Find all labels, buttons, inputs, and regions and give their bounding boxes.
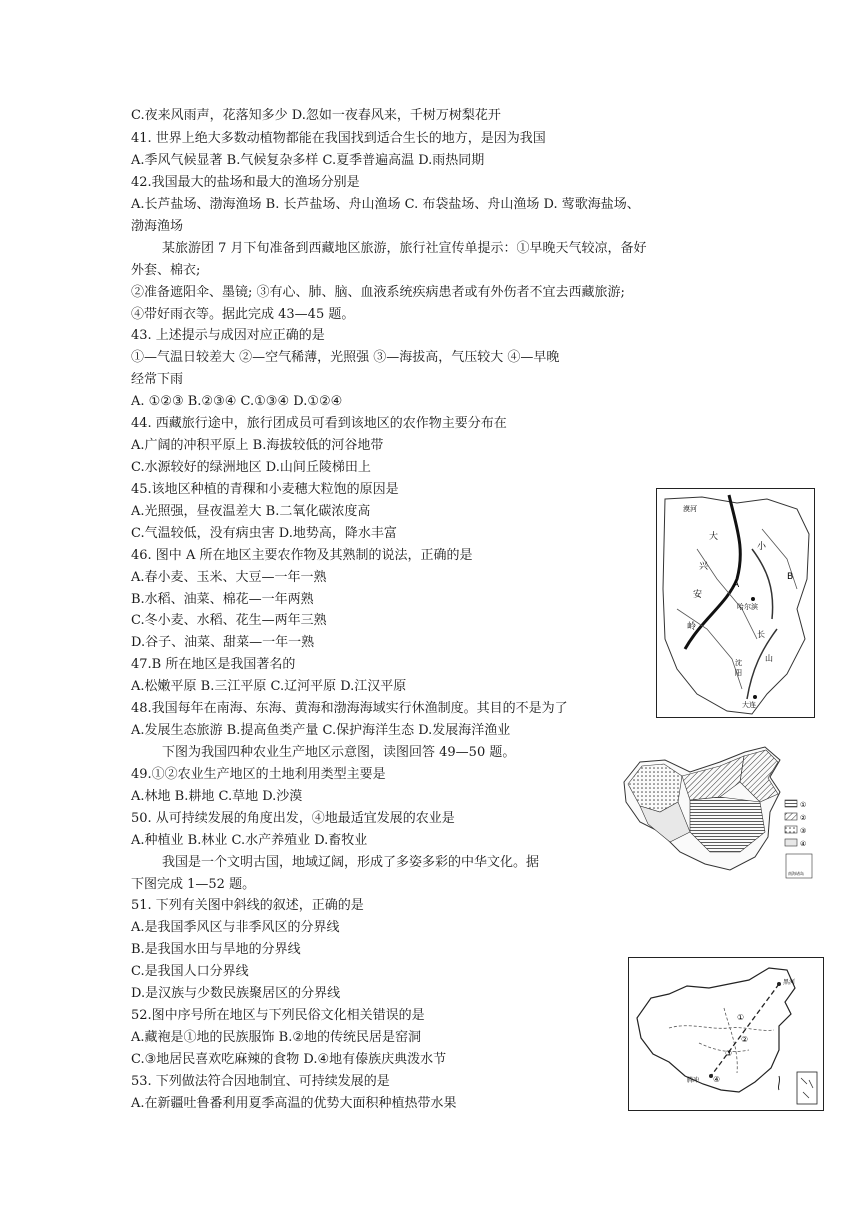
agriculture-regions-map bbox=[620, 742, 827, 882]
china-line-map-drawing bbox=[629, 958, 823, 1110]
passage-line: 我国是一个文明古国，地域辽阔，形成了多姿多彩的中华文化。据 bbox=[162, 855, 540, 870]
text-line: C.夜来风雨声，花落知多少 D.忽如一夜春风来，千树万树梨花开 bbox=[131, 108, 501, 123]
text-line: A.长芦盐场、渤海渔场 B. 长芦盐场、舟山渔场 C. 布袋盐场、舟山渔场 D. 莺歌海盐场、 bbox=[131, 197, 640, 212]
text-line: A.在新疆吐鲁番利用夏季高温的优势大面积种植热带水果 bbox=[131, 1096, 457, 1111]
map-label: 大 bbox=[709, 532, 719, 542]
text-line: A.光照强，昼夜温差大 B.二氧化碳浓度高 bbox=[131, 504, 371, 519]
map-label-mohe: 漠河 bbox=[683, 505, 697, 513]
text-line: B.水稻、油菜、棉花—一年两熟 bbox=[131, 592, 314, 607]
legend-label-3: ③ bbox=[800, 827, 807, 835]
map-label: 安 bbox=[693, 590, 703, 600]
question-52: 52.图中序号所在地区与下列民俗文化相关错误的是 bbox=[131, 1008, 425, 1023]
text-line: 外套、棉衣; bbox=[131, 263, 201, 278]
passage-line: 某旅游团 7 月下旬准备到西藏地区旅游，旅行社宣传单提示：①早晚天气较凉，备好 bbox=[162, 241, 647, 256]
text-line: C.③地居民喜欢吃麻辣的食物 D.④地有傣族庆典泼水节 bbox=[131, 1052, 447, 1067]
text-line: 渤海渔场 bbox=[131, 219, 184, 234]
text-line: D.是汉族与少数民族聚居区的分界线 bbox=[131, 986, 341, 1001]
northeast-china-map bbox=[656, 488, 815, 718]
map-label: 兴 bbox=[699, 562, 709, 572]
map-label-heihe: 黑河 bbox=[783, 979, 796, 986]
text-line: A.发展生态旅游 B.提高鱼类产量 C.保护海洋生态 D.发展海洋渔业 bbox=[131, 723, 511, 738]
question-51: 51. 下列有关图中斜线的叙述，正确的是 bbox=[131, 898, 364, 913]
question-46: 46. 图中 A 所在地区主要农作物及其熟制的说法，正确的是 bbox=[131, 548, 473, 563]
question-41: 41. 世界上绝大多数动植物都能在我国找到适合生长的地方，是因为我国 bbox=[131, 131, 546, 146]
text-line: C.水源较好的绿洲地区 D.山间丘陵梯田上 bbox=[131, 460, 371, 475]
question-45: 45.该地区种植的青稞和小麦穗大粒饱的原因是 bbox=[131, 482, 399, 497]
map-label-harbin: 哈尔滨 bbox=[737, 603, 758, 611]
map-label-4: ④ bbox=[713, 1075, 721, 1084]
text-line: C.气温较低，没有病虫害 D.地势高，降水丰富 bbox=[131, 526, 397, 541]
map-label: 山 bbox=[765, 654, 773, 663]
northeast-map-drawing bbox=[657, 489, 814, 717]
map-label-b: B bbox=[787, 572, 794, 582]
passage-line: 下图为我国四种农业生产地区示意图，读图回答 49—50 题。 bbox=[162, 745, 516, 760]
legend-label-2: ② bbox=[800, 814, 807, 822]
map-label-a: A bbox=[733, 580, 740, 590]
question-49: 49.①②农业生产地区的土地利用类型主要是 bbox=[131, 767, 386, 782]
text-line: A.林地 B.耕地 C.草地 D.沙漠 bbox=[131, 789, 303, 804]
text-line: A.是我国季风区与非季风区的分界线 bbox=[131, 920, 340, 935]
question-50: 50. 从可持续发展的角度出发，④地最适宜发展的农业是 bbox=[131, 811, 455, 826]
text-line: A.松嫩平原 B.三江平原 C.辽河平原 D.江汉平原 bbox=[131, 679, 407, 694]
china-population-line-map bbox=[628, 957, 824, 1111]
question-48: 48.我国每年在南海、东海、黄海和渤海海域实行休渔制度。其目的不是为了 bbox=[131, 701, 568, 716]
south-sea-inset bbox=[797, 1072, 817, 1104]
agriculture-map-drawing bbox=[620, 742, 827, 882]
legend-label-1: ① bbox=[800, 801, 807, 809]
text-line: ④带好雨衣等。据此完成 43—45 题。 bbox=[131, 307, 355, 322]
map-label: 阳 bbox=[735, 669, 742, 677]
inset-label: 南海诸岛 bbox=[788, 871, 804, 876]
legend-label-4: ④ bbox=[800, 840, 807, 848]
text-line: A.季风气候显著 B.气候复杂多样 C.夏季普遍高温 D.雨热同期 bbox=[131, 153, 485, 168]
text-line: A.种植业 B.林业 C.水产养殖业 D.畜牧业 bbox=[131, 833, 368, 848]
text-line: 下图完成 1—52 题。 bbox=[131, 877, 256, 892]
map-label: 长 bbox=[757, 630, 765, 639]
map-label: 沈 bbox=[735, 659, 742, 667]
text-line: D.谷子、油菜、甜菜—一年一熟 bbox=[131, 635, 315, 650]
question-47: 47.B 所在地区是我国著名的 bbox=[131, 657, 296, 672]
map-label: 岭 bbox=[687, 622, 697, 632]
text-line: A.春小麦、玉米、大豆—一年一熟 bbox=[131, 570, 327, 585]
text-line: A. ①②③ B.②③④ C.①③④ D.①②④ bbox=[131, 394, 343, 409]
text-line: C.冬小麦、水稻、花生—两年三熟 bbox=[131, 613, 327, 628]
map-label: 小 bbox=[757, 542, 767, 552]
map-label-tengchong: 腾冲 bbox=[687, 1077, 700, 1084]
text-line: 经常下雨 bbox=[131, 372, 184, 387]
map-label-dalian: 大连 bbox=[742, 701, 756, 709]
question-53: 53. 下列做法符合因地制宜、可持续发展的是 bbox=[131, 1074, 390, 1089]
map-label-2: ② bbox=[741, 1035, 749, 1044]
text-line: C.是我国人口分界线 bbox=[131, 964, 249, 979]
text-line: ②准备遮阳伞、墨镜; ③有心、肺、脑、血液系统疾病患者或有外伤者不宜去西藏旅游; bbox=[131, 285, 625, 300]
question-43: 43. 上述提示与成因对应正确的是 bbox=[131, 328, 325, 343]
text-line: A.藏袍是①地的民族服饰 B.②地的传统民居是窑洞 bbox=[131, 1030, 421, 1045]
question-44: 44. 西藏旅行途中，旅行团成员可看到该地区的农作物主要分布在 bbox=[131, 416, 507, 431]
text-line: ①—气温日较差大 ②—空气稀薄，光照强 ③—海拔高，气压较大 ④—早晚 bbox=[131, 350, 560, 365]
map-label-1: ① bbox=[737, 1013, 745, 1022]
text-line: A.广阔的冲积平原上 B.海拔较低的河谷地带 bbox=[131, 438, 384, 453]
text-line: B.是我国水田与旱地的分界线 bbox=[131, 942, 301, 957]
map-label-3: ③ bbox=[725, 1049, 733, 1058]
question-42: 42.我国最大的盐场和最大的渔场分别是 bbox=[131, 175, 360, 190]
